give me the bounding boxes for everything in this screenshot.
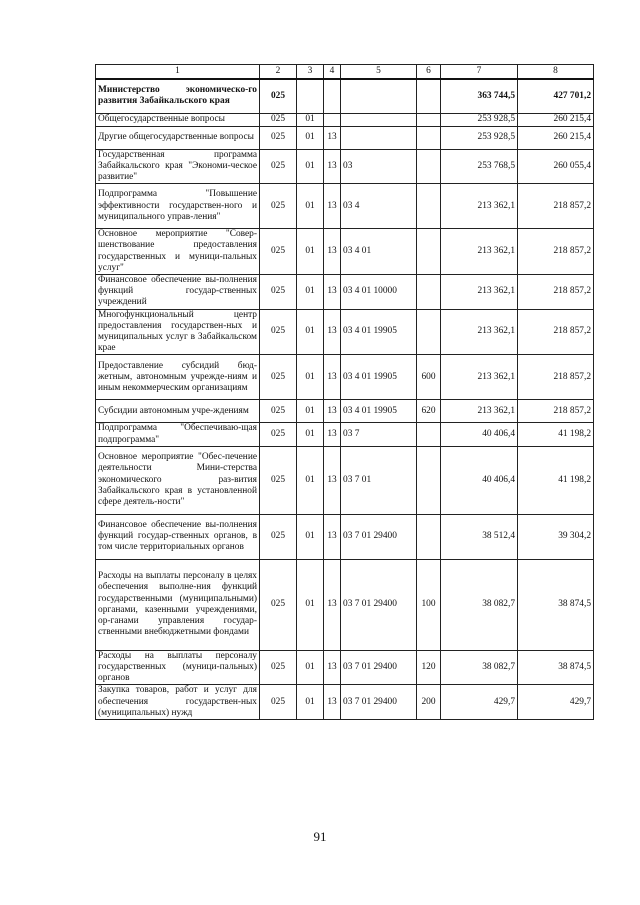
table-row: [96, 184, 594, 229]
row-name-cell: Основное мероприятие "Совер-шенствование предоставления государственных и муници-пальных услуг": [96, 229, 260, 275]
row-section-cell: 01: [297, 113, 324, 126]
row-name-cell: Другие общегосударственные вопросы: [96, 126, 260, 149]
row-expense-type-cell: [417, 514, 441, 559]
row-code-cell: 025: [260, 113, 297, 126]
row-code-cell: 025: [260, 685, 297, 720]
row-target-code-cell: 03 4 01 19905: [341, 400, 417, 423]
table-row: [96, 355, 594, 400]
row-target-code-cell: [341, 113, 417, 126]
header-cell: 7: [441, 65, 518, 80]
row-name-cell: Государственная программа Забайкальского края "Экономи-ческое развитие": [96, 149, 260, 184]
row-section-cell: 01: [297, 446, 324, 514]
table-row: [96, 423, 594, 446]
row-amount-year2-cell: 38 874,5: [518, 559, 594, 650]
row-amount-year1-cell: 253 928,5: [441, 113, 518, 126]
row-amount-year1-cell: 213 362,1: [441, 309, 518, 355]
row-amount-year2-cell: 218 857,2: [518, 400, 594, 423]
row-name-cell: Финансовое обеспечение вы-полнения функций государ-ственных учреждений: [96, 274, 260, 309]
row-code-cell: 025: [260, 229, 297, 275]
row-name-cell: Подпрограмма "Повышение эффективности государствен-ного и муниципального управ-ления": [96, 184, 260, 229]
row-target-code-cell: 03 7: [341, 423, 417, 446]
row-expense-type-cell: 100: [417, 559, 441, 650]
row-code-cell: 025: [260, 423, 297, 446]
row-subsection-cell: 13: [324, 559, 341, 650]
row-amount-year1-cell: 253 928,5: [441, 126, 518, 149]
row-section-cell: 01: [297, 685, 324, 720]
budget-table: [95, 64, 594, 720]
row-target-code-cell: 03 7 01 29400: [341, 685, 417, 720]
row-subsection-cell: [324, 113, 341, 126]
row-amount-year2-cell: 218 857,2: [518, 355, 594, 400]
row-name-cell: Предоставление субсидий бюд-жетным, автономным учрежде-ниям и иным некоммерческим организациям: [96, 355, 260, 400]
header-cell: 5: [341, 65, 417, 80]
row-expense-type-cell: [417, 309, 441, 355]
row-name-cell: Расходы на выплаты персоналу в целях обеспечения выполне-ния функций государственными (муниципальными) органами, казенными учреждениями, ор-ганами управления государ-ственными внебюджетными фондами: [96, 559, 260, 650]
row-name-cell: Закупка товаров, работ и услуг для обеспечения государствен-ных (муниципальных) нужд: [96, 685, 260, 720]
row-section-cell: 01: [297, 149, 324, 184]
row-expense-type-cell: 120: [417, 650, 441, 685]
row-amount-year1-cell: 363 744,5: [441, 79, 518, 113]
row-section-cell: 01: [297, 514, 324, 559]
row-subsection-cell: 13: [324, 446, 341, 514]
header-row: [96, 65, 594, 80]
table-row: [96, 559, 594, 650]
table-row: [96, 685, 594, 720]
row-expense-type-cell: [417, 423, 441, 446]
row-amount-year2-cell: 218 857,2: [518, 229, 594, 275]
row-target-code-cell: 03: [341, 149, 417, 184]
row-section-cell: 01: [297, 184, 324, 229]
row-subsection-cell: 13: [324, 650, 341, 685]
row-amount-year1-cell: 213 362,1: [441, 400, 518, 423]
row-amount-year1-cell: 213 362,1: [441, 229, 518, 275]
row-amount-year2-cell: 218 857,2: [518, 184, 594, 229]
row-target-code-cell: 03 7 01 29400: [341, 559, 417, 650]
row-expense-type-cell: [417, 149, 441, 184]
row-code-cell: 025: [260, 355, 297, 400]
row-code-cell: 025: [260, 400, 297, 423]
row-section-cell: 01: [297, 559, 324, 650]
row-section-cell: 01: [297, 423, 324, 446]
header-cell: 3: [297, 65, 324, 80]
row-target-code-cell: [341, 79, 417, 113]
row-name-cell: Субсидии автономным учре-ждениям: [96, 400, 260, 423]
table-row: [96, 514, 594, 559]
row-target-code-cell: 03 4 01 10000: [341, 274, 417, 309]
row-code-cell: 025: [260, 446, 297, 514]
row-code-cell: 025: [260, 79, 297, 113]
page-number: 91: [313, 829, 327, 844]
row-amount-year1-cell: 213 362,1: [441, 274, 518, 309]
row-code-cell: 025: [260, 650, 297, 685]
row-name-cell: Расходы на выплаты персоналу государственных (муници-пальных) органов: [96, 650, 260, 685]
row-amount-year2-cell: 429,7: [518, 685, 594, 720]
row-target-code-cell: 03 7 01 29400: [341, 650, 417, 685]
row-section-cell: 01: [297, 355, 324, 400]
row-section-cell: [297, 79, 324, 113]
row-amount-year2-cell: 39 304,2: [518, 514, 594, 559]
row-code-cell: 025: [260, 559, 297, 650]
row-code-cell: 025: [260, 514, 297, 559]
row-expense-type-cell: 600: [417, 355, 441, 400]
table-row: [96, 79, 594, 113]
header-cell: 4: [324, 65, 341, 80]
table-row: [96, 309, 594, 355]
row-amount-year2-cell: 218 857,2: [518, 274, 594, 309]
row-subsection-cell: 13: [324, 400, 341, 423]
row-section-cell: 01: [297, 274, 324, 309]
row-target-code-cell: 03 7 01: [341, 446, 417, 514]
row-target-code-cell: 03 4 01: [341, 229, 417, 275]
header-cell: 8: [518, 65, 594, 80]
row-subsection-cell: 13: [324, 423, 341, 446]
row-target-code-cell: [341, 126, 417, 149]
row-target-code-cell: 03 4 01 19905: [341, 355, 417, 400]
row-code-cell: 025: [260, 309, 297, 355]
row-name-cell: Общегосударственные вопросы: [96, 113, 260, 126]
row-section-cell: 01: [297, 126, 324, 149]
row-amount-year2-cell: 38 874,5: [518, 650, 594, 685]
table-row: [96, 113, 594, 126]
row-subsection-cell: 13: [324, 184, 341, 229]
row-amount-year2-cell: 260 215,4: [518, 126, 594, 149]
row-amount-year2-cell: 260 055,4: [518, 149, 594, 184]
row-section-cell: 01: [297, 229, 324, 275]
table-row: [96, 126, 594, 149]
row-name-cell: Основное мероприятие "Обес-печение деятельности Мини-стерства экономического раз-вития Забайкальского края в установленной сфере деятель-ности": [96, 446, 260, 514]
row-subsection-cell: 13: [324, 685, 341, 720]
row-amount-year2-cell: 41 198,2: [518, 446, 594, 514]
row-name-cell: Министерство экономическо-го развития Забайкальского края: [96, 79, 260, 113]
row-expense-type-cell: [417, 79, 441, 113]
row-amount-year1-cell: 40 406,4: [441, 446, 518, 514]
table-row: [96, 400, 594, 423]
row-target-code-cell: 03 7 01 29400: [341, 514, 417, 559]
table-row: [96, 274, 594, 309]
row-amount-year1-cell: 213 362,1: [441, 355, 518, 400]
row-code-cell: 025: [260, 126, 297, 149]
row-amount-year1-cell: 38 082,7: [441, 650, 518, 685]
row-expense-type-cell: [417, 126, 441, 149]
row-expense-type-cell: [417, 274, 441, 309]
row-amount-year2-cell: 427 701,2: [518, 79, 594, 113]
header-cell: 1: [96, 65, 260, 80]
header-cell: 6: [417, 65, 441, 80]
row-target-code-cell: 03 4 01 19905: [341, 309, 417, 355]
row-section-cell: 01: [297, 309, 324, 355]
row-subsection-cell: 13: [324, 126, 341, 149]
row-amount-year1-cell: 429,7: [441, 685, 518, 720]
row-section-cell: 01: [297, 650, 324, 685]
row-amount-year2-cell: 41 198,2: [518, 423, 594, 446]
table-row: [96, 229, 594, 275]
row-expense-type-cell: [417, 229, 441, 275]
row-code-cell: 025: [260, 274, 297, 309]
table-row: [96, 650, 594, 685]
row-target-code-cell: 03 4: [341, 184, 417, 229]
row-amount-year1-cell: 40 406,4: [441, 423, 518, 446]
row-subsection-cell: 13: [324, 274, 341, 309]
row-expense-type-cell: [417, 184, 441, 229]
row-subsection-cell: 13: [324, 149, 341, 184]
row-amount-year1-cell: 38 512,4: [441, 514, 518, 559]
row-subsection-cell: 13: [324, 229, 341, 275]
row-name-cell: Финансовое обеспечение вы-полнения функций государ-ственных органов, в том числе территориальных органов: [96, 514, 260, 559]
row-subsection-cell: 13: [324, 309, 341, 355]
row-code-cell: 025: [260, 184, 297, 229]
header-cell: 2: [260, 65, 297, 80]
row-code-cell: 025: [260, 149, 297, 184]
row-subsection-cell: 13: [324, 514, 341, 559]
row-name-cell: Многофункциональный центр предоставления государствен-ных и муниципальных услуг в Забайкальском крае: [96, 309, 260, 355]
row-subsection-cell: [324, 79, 341, 113]
row-name-cell: Подпрограмма "Обеспечиваю-щая подпрограмма": [96, 423, 260, 446]
row-expense-type-cell: 620: [417, 400, 441, 423]
row-amount-year2-cell: 260 215,4: [518, 113, 594, 126]
row-expense-type-cell: 200: [417, 685, 441, 720]
row-amount-year2-cell: 218 857,2: [518, 309, 594, 355]
row-expense-type-cell: [417, 113, 441, 126]
row-expense-type-cell: [417, 446, 441, 514]
row-section-cell: 01: [297, 400, 324, 423]
row-subsection-cell: 13: [324, 355, 341, 400]
table-row: [96, 446, 594, 514]
table-row: [96, 149, 594, 184]
row-amount-year1-cell: 253 768,5: [441, 149, 518, 184]
row-amount-year1-cell: 38 082,7: [441, 559, 518, 650]
row-amount-year1-cell: 213 362,1: [441, 184, 518, 229]
